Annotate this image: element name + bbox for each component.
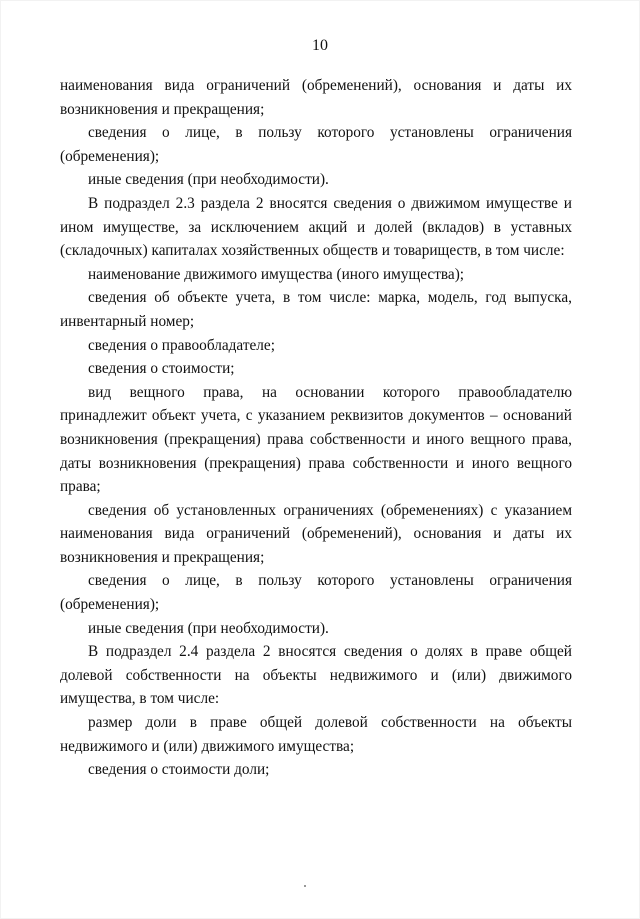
paragraph-1: наименования вида ограничений (обременений), основания и даты их возникновения и прекращения; — [60, 77, 572, 118]
paragraph-13: В подраздел 2.4 раздела 2 вносятся сведения о долях в праве общей долевой собственности на объекты недвижимого и (или) движимого имущества, в том числе: — [60, 643, 572, 708]
paragraph-11: сведения о лице, в пользу которого установлены ограничения (обременения); — [60, 572, 572, 614]
paragraph-2: сведения о лице, в пользу которого установлены ограничения (обременения); — [60, 124, 572, 165]
paragraph-6: сведения об объекте учета, в том числе: марка, модель, год выпуска, инвентарный номер; — [60, 289, 572, 330]
paragraph-3: иные сведения (при необходимости). — [88, 171, 329, 189]
paragraph-8: сведения о стоимости; — [88, 360, 235, 378]
scan-speck — [304, 885, 306, 887]
paragraph-5: наименование движимого имущества (иного имущества); — [88, 265, 465, 283]
page-number: 10 — [312, 37, 328, 54]
paragraph-9: вид вещного права, на основании которого правообладателю принадлежит объект учета, с указанием реквизитов документов – оснований возникновения (прекращения) права собственности и иного вещного права, даты возникновения (прекращения) права собственности и иного вещного права; — [60, 383, 572, 496]
document-body — [60, 74, 572, 782]
paragraph-12: иные сведения (при необходимости). — [88, 619, 329, 637]
paragraph-15: сведения о стоимости доли; — [88, 761, 270, 779]
paragraph-4: В подраздел 2.3 раздела 2 вносятся сведения о движимом имуществе и ином имуществе, за исключением акций и долей (вкладов) в уставных (складочных) капиталах хозяйственных обществ и товариществ, в том числе: — [60, 194, 572, 260]
paragraph-14: размер доли в праве общей долевой собственности на объекты недвижимого и (или) движимого имущества; — [60, 714, 572, 755]
paragraph-7: сведения о правообладателе; — [88, 336, 275, 354]
paragraph-10: сведения об установленных ограничениях (обременениях) с указанием наименования вида ограничений (обременений), основания и даты их возникновения и прекращения; — [60, 501, 572, 566]
